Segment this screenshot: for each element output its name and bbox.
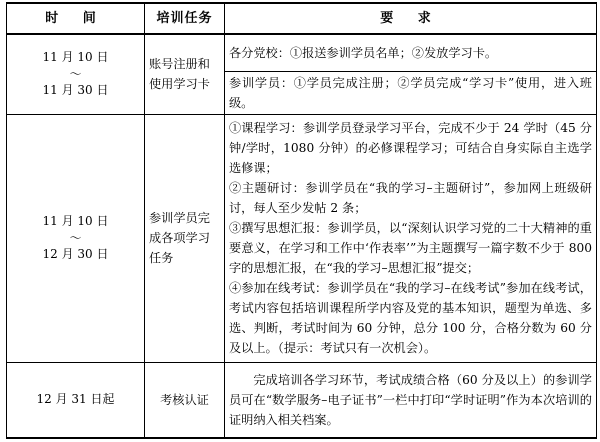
time-cell-learning [7,114,145,362]
header-task: 培训任务 [145,3,225,34]
requirement-topic-discussion: ②主题研讨：参训学员在“我的学习–主题研讨”，参加网上班级研讨，每人至少发帖 2 条； [229,181,592,215]
time-from: 12 月 31 日起 [36,392,115,407]
time-start: 11 月 10 日 [42,214,109,228]
time-end: 11 月 30 日 [42,83,109,98]
requirement-branch-schools [225,34,597,71]
requirement-text: 各分党校：①报送参训学员名单；②发放学习卡。 [229,45,498,60]
table-row-certification [7,362,597,438]
header-requirement: 要 求 [225,3,597,34]
task-cell-registration: 账号注册和使用学习卡 [145,34,225,114]
time-cell-registration [7,34,145,114]
training-schedule-table [6,2,597,439]
requirement-text: 完成培训各学习环节，考试成绩合格（60 分及以上）的参训学员可在“数学服务–电子证书”一栏中打印“学时证明”作为本次培训的证明纳入相关档案。 [229,372,592,427]
requirement-text: 参训学员：①学员完成注册；②学员完成“学习卡”使用，进入班级。 [229,75,592,110]
requirement-certification [225,362,597,438]
requirement-thought-report: ③撰写思想汇报：参训学员，以“深刻认识学习党的二十大精神的重要意义，在学习和工作中‘作表率’”为主题撰写一篇字数不少于 800 字的思想汇报，在“我的学习–思想汇报”提交； [229,221,592,275]
table-header-row [7,3,597,34]
requirement-trainees [225,71,597,114]
table-row-registration-a [7,34,597,71]
time-range-tilde: ～ [69,231,82,245]
time-start: 11 月 10 日 [42,50,109,65]
time-cell-certification [7,362,145,438]
requirement-learning-tasks [225,114,597,362]
table-row-learning-tasks [7,114,597,362]
header-time: 时 间 [7,3,145,34]
requirement-course-study: ①课程学习：参训学员登录学习平台，完成不少于 24 学时（45 分钟/学时，1080 分钟）的必修课程学习；可结合自身实际自主选学选修课； [229,121,592,175]
task-cell-certification: 考核认证 [145,362,225,438]
requirement-online-exam: ④参加在线考试：参训学员在“我的学习–在线考试”参加在线考试，考试内容包括培训课程所学内容及党的基本知识，题型为单选、多选、判断，考试时间为 60 分钟，总分 100 分，合格分数为 60 分及以上。（提示：考试只有一次机会）。 [229,281,592,355]
time-range-tilde: ～ [69,67,82,82]
time-end: 12 月 30 日 [42,247,109,261]
task-cell-learning: 参训学员完成各项学习任务 [145,114,225,362]
